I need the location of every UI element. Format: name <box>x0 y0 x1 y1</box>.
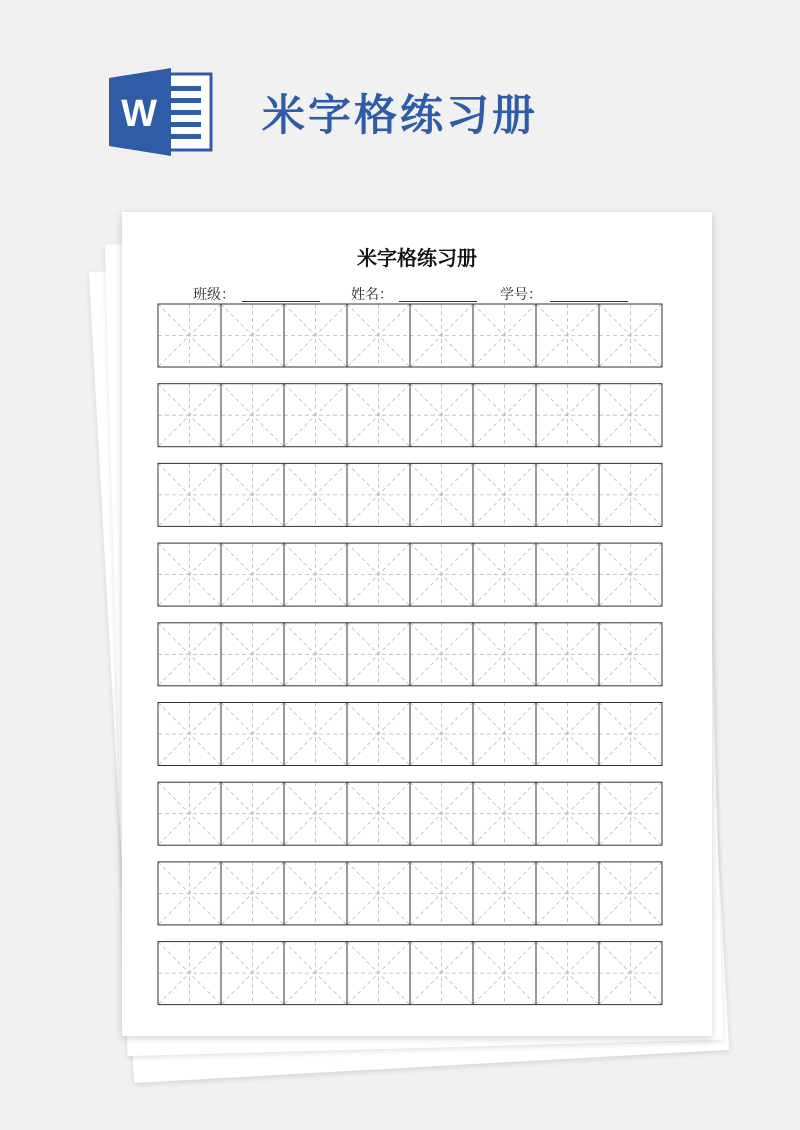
writing-cell[interactable] <box>536 862 599 925</box>
grid-row <box>158 862 662 925</box>
writing-cell[interactable] <box>284 304 347 367</box>
writing-cell[interactable] <box>347 543 410 606</box>
grid-row <box>158 543 662 606</box>
writing-cell[interactable] <box>410 862 473 925</box>
writing-cell[interactable] <box>221 862 284 925</box>
writing-cell[interactable] <box>410 463 473 526</box>
writing-cell[interactable] <box>536 942 599 1005</box>
writing-cell[interactable] <box>158 862 221 925</box>
writing-cell[interactable] <box>599 703 662 766</box>
writing-cell[interactable] <box>284 543 347 606</box>
writing-cell[interactable] <box>221 304 284 367</box>
writing-cell[interactable] <box>158 543 221 606</box>
writing-cell[interactable] <box>599 463 662 526</box>
writing-cell[interactable] <box>347 304 410 367</box>
writing-cell[interactable] <box>536 384 599 447</box>
writing-cell[interactable] <box>536 703 599 766</box>
grid-row <box>158 942 662 1005</box>
writing-cell[interactable] <box>158 703 221 766</box>
writing-cell[interactable] <box>473 862 536 925</box>
writing-cell[interactable] <box>599 304 662 367</box>
grid-row <box>158 782 662 845</box>
student-id-label: 学号： <box>500 287 542 303</box>
writing-cell[interactable] <box>158 304 221 367</box>
writing-cell[interactable] <box>158 782 221 845</box>
writing-cell[interactable] <box>158 623 221 686</box>
writing-cell[interactable] <box>347 623 410 686</box>
writing-cell[interactable] <box>473 384 536 447</box>
writing-cell[interactable] <box>410 384 473 447</box>
writing-cell[interactable] <box>410 543 473 606</box>
writing-cell[interactable] <box>284 623 347 686</box>
grid-row <box>158 463 662 526</box>
writing-cell[interactable] <box>599 942 662 1005</box>
writing-cell[interactable] <box>410 703 473 766</box>
writing-cell[interactable] <box>473 623 536 686</box>
writing-cell[interactable] <box>158 463 221 526</box>
writing-cell[interactable] <box>347 862 410 925</box>
writing-cell[interactable] <box>536 543 599 606</box>
grid-row <box>158 623 662 686</box>
writing-cell[interactable] <box>599 862 662 925</box>
writing-cell[interactable] <box>410 304 473 367</box>
word-logo-icon <box>109 68 213 156</box>
document-title: 米字格练习册 <box>357 246 477 270</box>
mizige-grid <box>122 212 712 1036</box>
writing-cell[interactable] <box>158 942 221 1005</box>
writing-cell[interactable] <box>599 384 662 447</box>
writing-cell[interactable] <box>221 942 284 1005</box>
writing-cell[interactable] <box>347 703 410 766</box>
grid-row <box>158 384 662 447</box>
practice-sheet <box>122 212 712 1036</box>
writing-cell[interactable] <box>599 543 662 606</box>
writing-cell[interactable] <box>284 384 347 447</box>
writing-cell[interactable] <box>347 463 410 526</box>
writing-cell[interactable] <box>347 942 410 1005</box>
writing-cell[interactable] <box>221 384 284 447</box>
writing-cell[interactable] <box>473 304 536 367</box>
writing-cell[interactable] <box>284 703 347 766</box>
name-label: 姓名： <box>351 287 393 303</box>
writing-cell[interactable] <box>221 543 284 606</box>
writing-cell[interactable] <box>536 782 599 845</box>
writing-cell[interactable] <box>284 463 347 526</box>
writing-cell[interactable] <box>221 463 284 526</box>
writing-cell[interactable] <box>599 623 662 686</box>
writing-cell[interactable] <box>410 623 473 686</box>
writing-cell[interactable] <box>473 782 536 845</box>
grid-row <box>158 703 662 766</box>
class-label: 班级： <box>193 287 235 303</box>
writing-cell[interactable] <box>410 942 473 1005</box>
writing-cell[interactable] <box>473 703 536 766</box>
banner-title: 米字格练习册 <box>262 91 538 141</box>
writing-cell[interactable] <box>284 862 347 925</box>
logo-letter: W <box>121 93 157 135</box>
writing-cell[interactable] <box>473 463 536 526</box>
writing-cell[interactable] <box>158 384 221 447</box>
writing-cell[interactable] <box>536 463 599 526</box>
writing-cell[interactable] <box>284 782 347 845</box>
writing-cell[interactable] <box>536 623 599 686</box>
writing-cell[interactable] <box>221 623 284 686</box>
writing-cell[interactable] <box>410 782 473 845</box>
writing-cell[interactable] <box>347 782 410 845</box>
writing-cell[interactable] <box>536 304 599 367</box>
writing-cell[interactable] <box>221 703 284 766</box>
writing-cell[interactable] <box>473 543 536 606</box>
writing-cell[interactable] <box>284 942 347 1005</box>
writing-cell[interactable] <box>347 384 410 447</box>
writing-cell[interactable] <box>473 942 536 1005</box>
grid-row <box>158 304 662 367</box>
writing-cell[interactable] <box>221 782 284 845</box>
writing-cell[interactable] <box>599 782 662 845</box>
